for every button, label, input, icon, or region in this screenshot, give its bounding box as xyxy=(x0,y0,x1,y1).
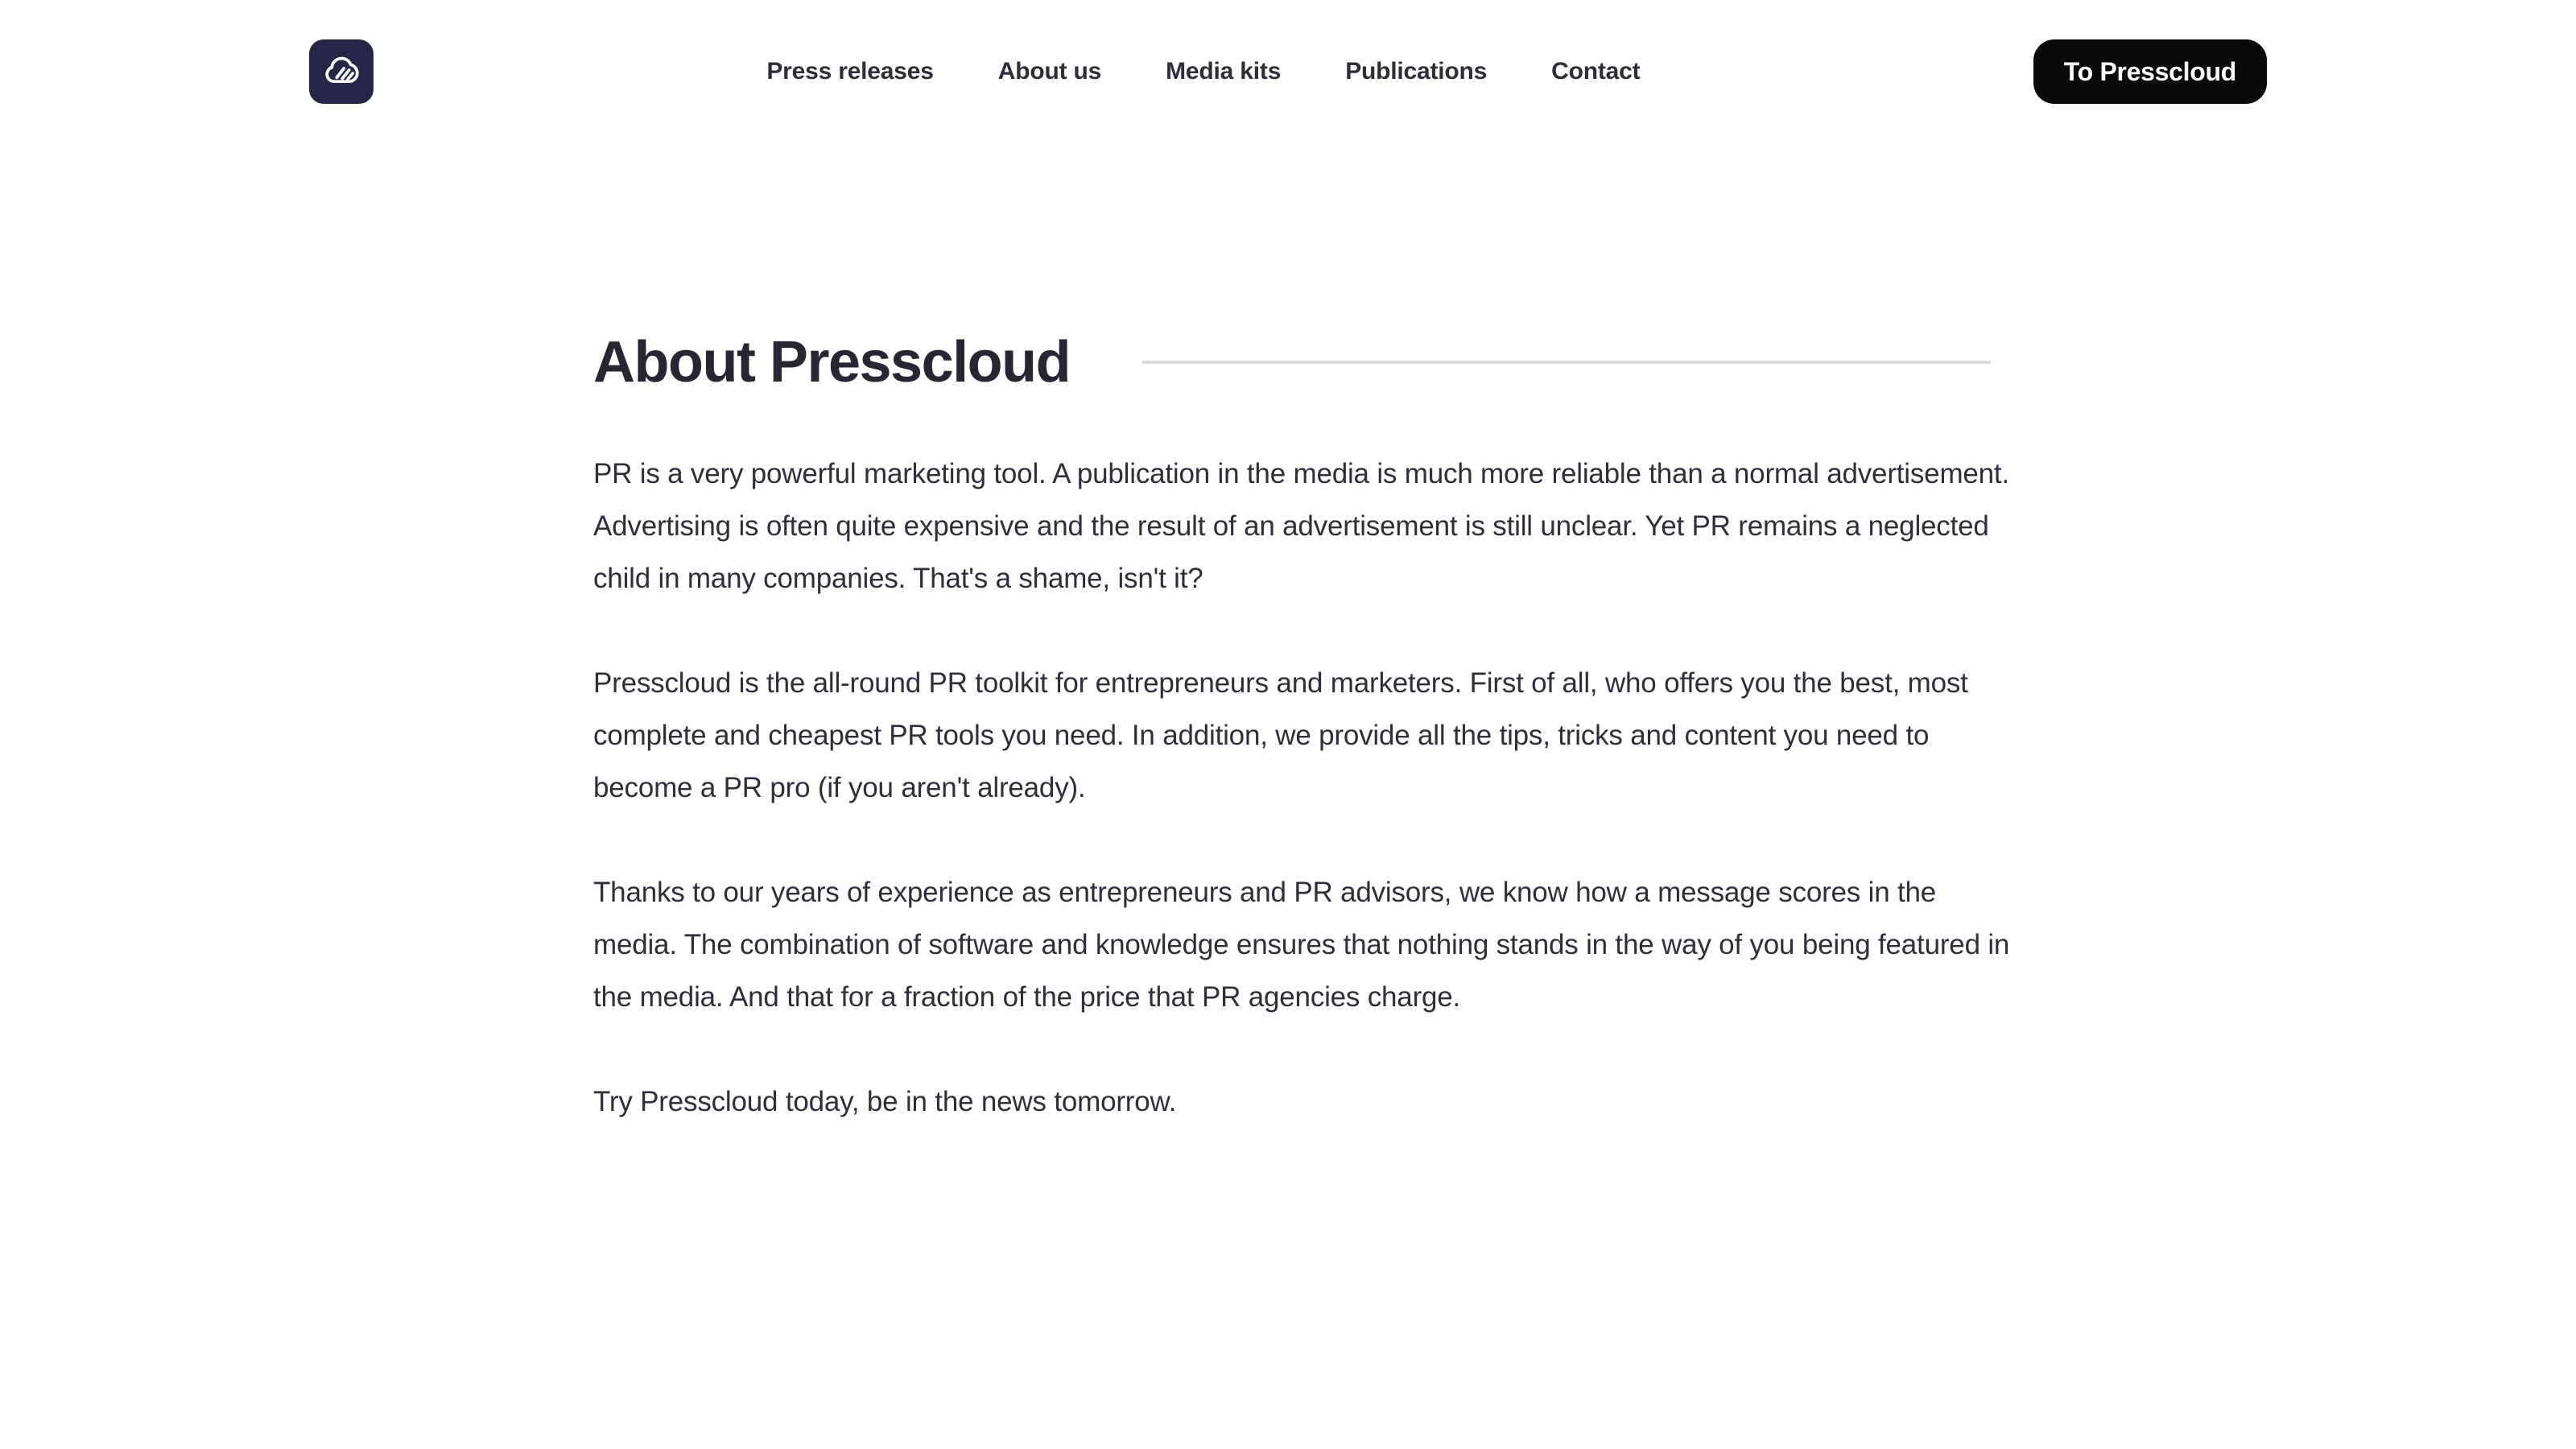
about-paragraph-2: Presscloud is the all-round PR toolkit for entrepreneurs and marketers. First of all, who offers you the best, most complete and cheapest PR tools you need. In addition, we provide all the tips, tricks and content you need to become a PR pro (if you aren't already). xyxy=(593,667,1968,803)
nav-item-about-us[interactable]: About us xyxy=(997,58,1102,85)
to-presscloud-button[interactable]: To Presscloud xyxy=(2033,39,2267,104)
title-divider xyxy=(1142,361,1991,364)
nav-item-press-releases[interactable]: Press releases xyxy=(766,58,934,85)
about-paragraph-4: Try Presscloud today, be in the news tomorrow. xyxy=(593,1086,1177,1117)
title-row xyxy=(593,330,2020,394)
cloud-icon xyxy=(320,51,362,93)
page-title: About Presscloud xyxy=(593,330,1071,394)
nav-item-media-kits[interactable]: Media kits xyxy=(1166,58,1282,85)
main-nav xyxy=(766,58,1640,85)
logo[interactable] xyxy=(309,39,374,104)
about-section xyxy=(593,330,2020,1128)
nav-item-publications[interactable]: Publications xyxy=(1345,58,1488,85)
about-paragraph-3: Thanks to our years of experience as entrepreneurs and PR advisors, we know how a message scores in the media. The combination of software and knowledge ensures that nothing stands in the way of you being featured in the media. And that for a fraction of the price that PR agencies charge. xyxy=(593,877,2010,1013)
about-paragraph-1: PR is a very powerful marketing tool. A publication in the media is much more reliable than a normal advertisement. Advertising is often quite expensive and the result of an advertisement is still unclear. Yet PR remains a neglected child in many companies. That's a shame, isn't it? xyxy=(593,458,2009,594)
nav-item-contact[interactable]: Contact xyxy=(1551,58,1641,85)
site-header xyxy=(0,0,2576,143)
about-body xyxy=(593,448,2020,1128)
